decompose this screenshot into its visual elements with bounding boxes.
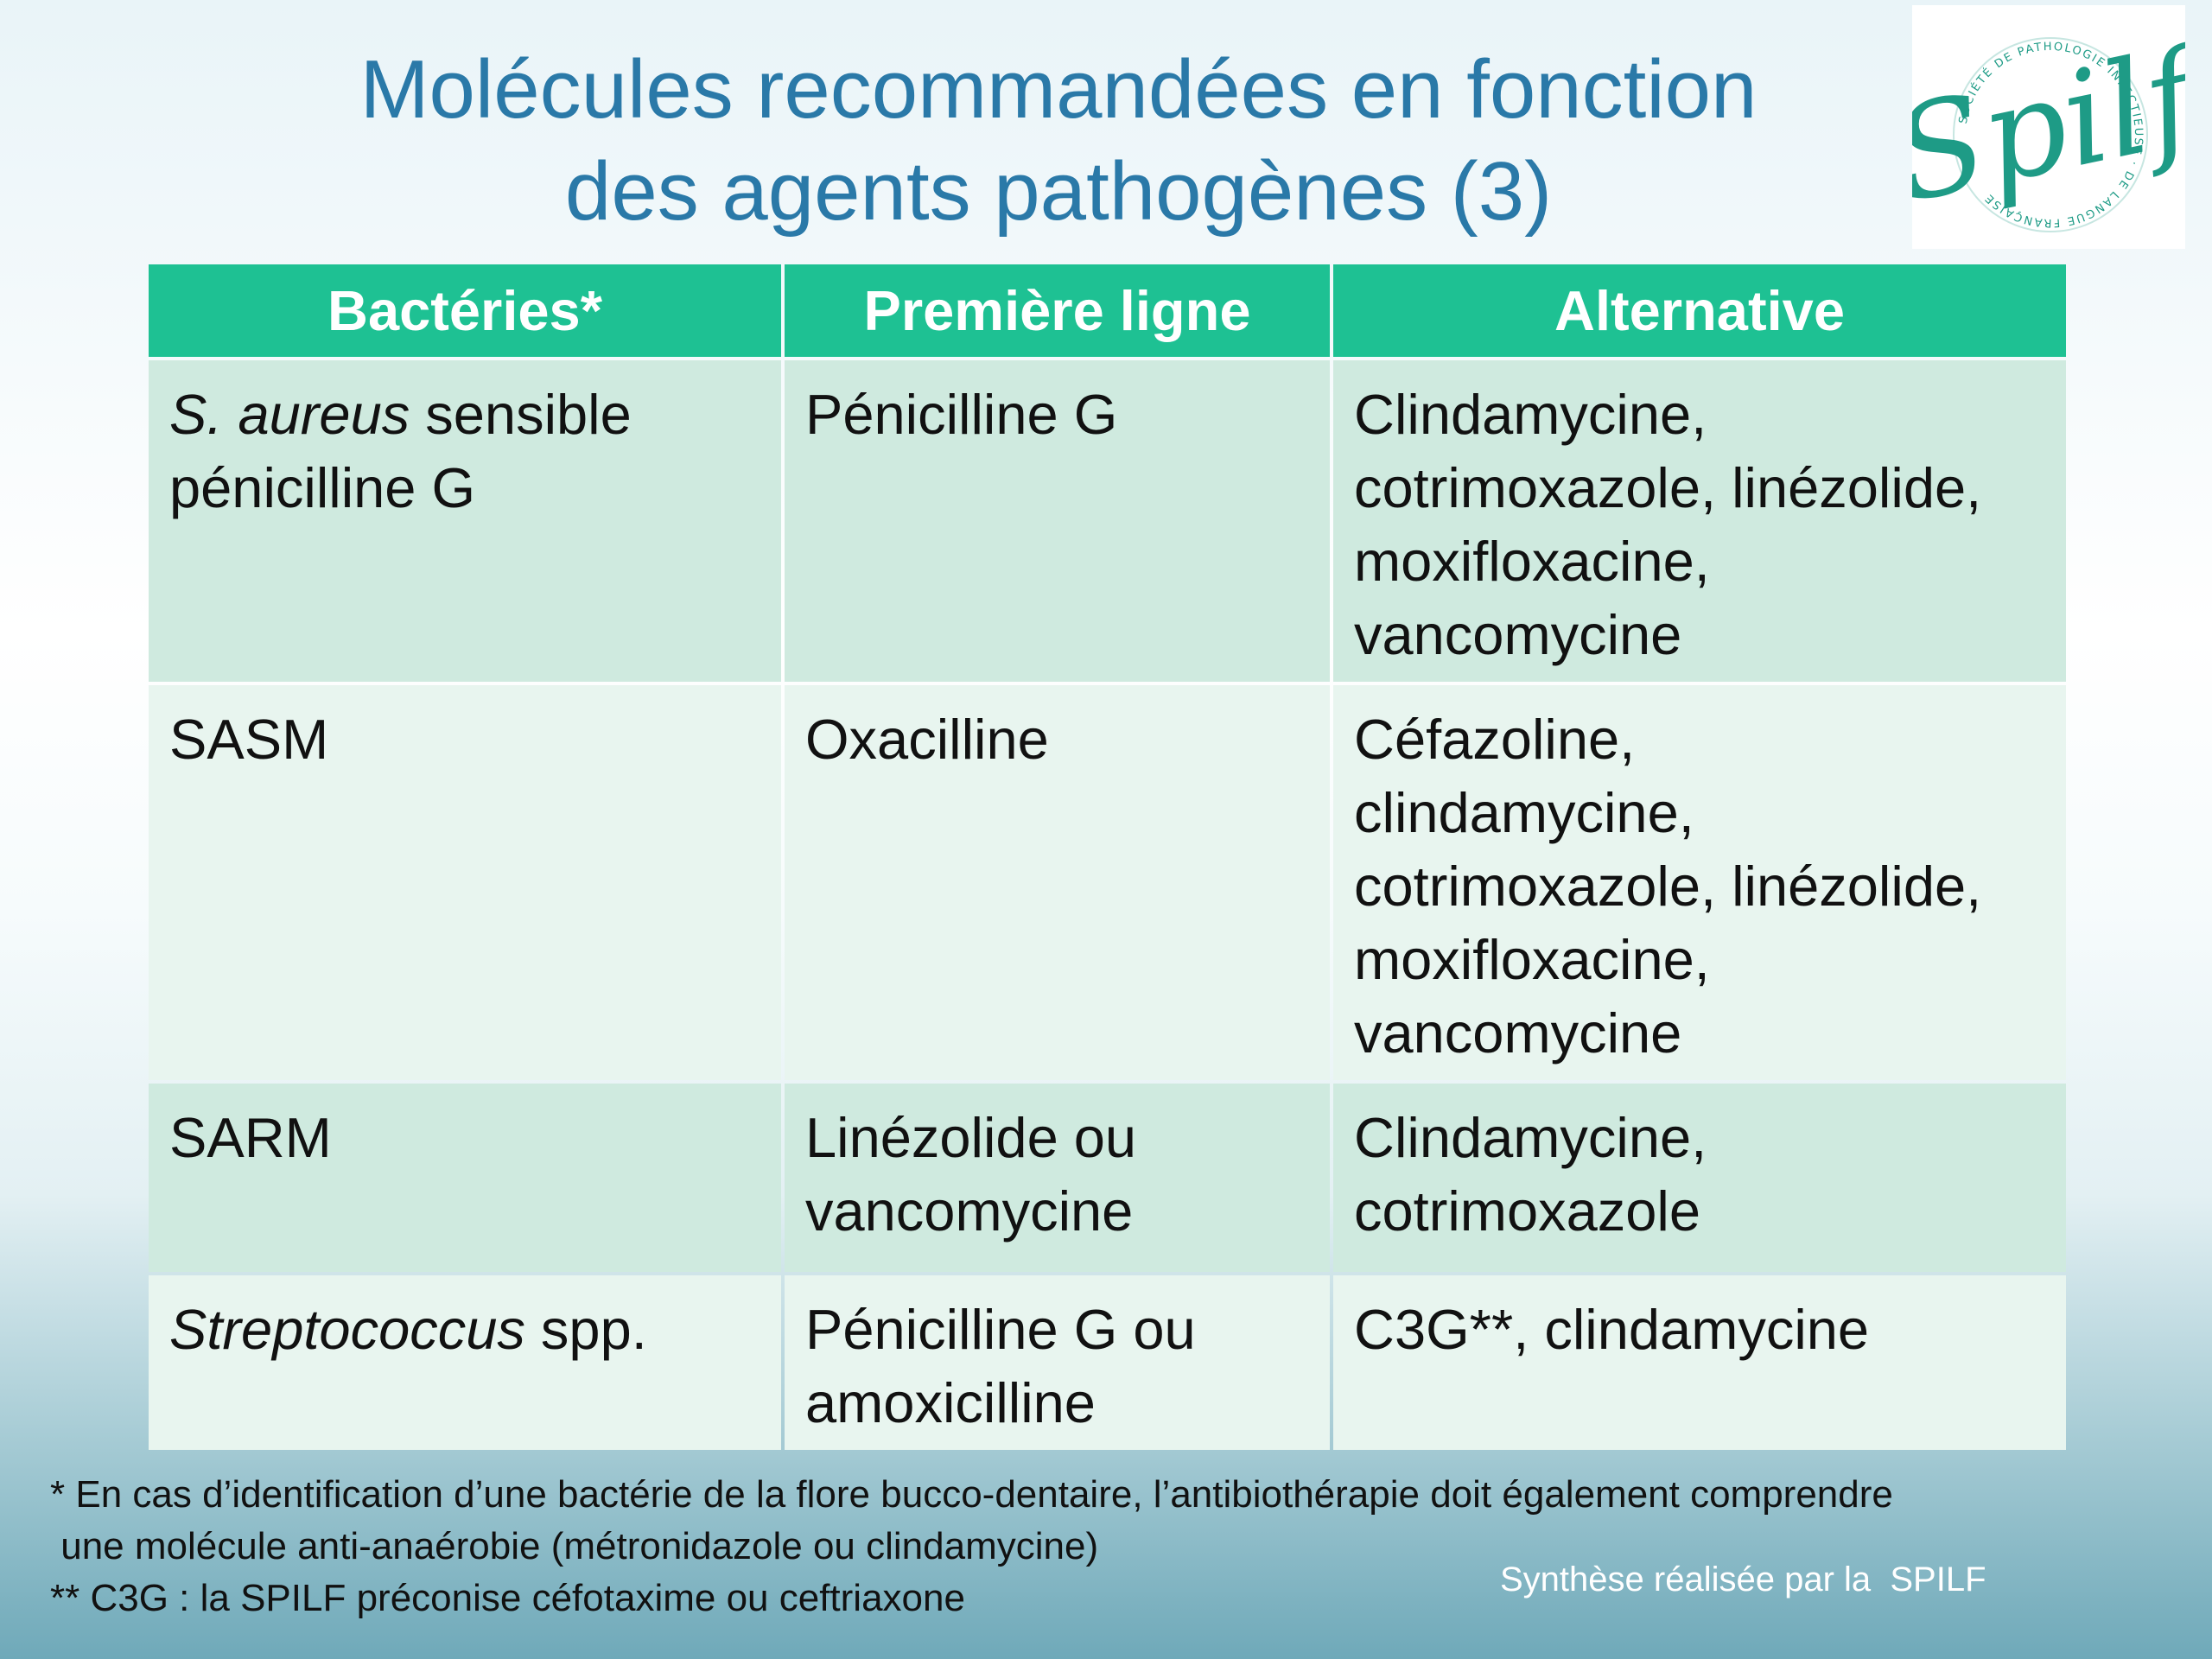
bacteria-italic: Streptococcus <box>169 1298 525 1361</box>
table-row <box>149 1275 2066 1450</box>
first-line-text: Pénicilline G ou <box>805 1298 1196 1361</box>
cell-first-line <box>785 685 1330 1080</box>
alternative-line: moxifloxacine, <box>1354 928 1710 991</box>
alternative-line: Clindamycine, <box>1354 383 1707 446</box>
alternative-line: cotrimoxazole, linézolide, <box>1354 855 1982 918</box>
alternative-line: vancomycine <box>1354 603 1682 666</box>
cell-bacteria <box>149 1084 781 1272</box>
cell-alternative <box>1333 1275 2066 1450</box>
cell-bacteria <box>149 685 781 1080</box>
footnote-2: ** C3G : la SPILF préconise céfotaxime ou ceftriaxone <box>50 1577 965 1619</box>
alternative-line: Clindamycine, <box>1354 1106 1707 1169</box>
cell-bacteria <box>149 360 781 682</box>
cell-first-line <box>785 360 1330 682</box>
pathogen-molecule-table <box>145 261 2069 1453</box>
bacteria-text: SASM <box>169 708 329 771</box>
svg-text:Spilf: Spilf <box>1912 22 2185 232</box>
alternative-line: Céfazoline, <box>1354 708 1636 771</box>
alternative-line: cotrimoxazole <box>1354 1179 1700 1243</box>
footnote-1: * En cas d’identification d’une bactérie de la flore bucco-dentaire, l’antibiothérapie doit également comprendre <box>50 1473 1893 1516</box>
header-alternative: Alternative <box>1333 264 2066 357</box>
footnote-1-cont: une molécule anti-anaérobie (métronidazole ou clindamycine) <box>50 1525 1099 1567</box>
credit-text: Synthèse réalisée par la SPILF <box>1500 1560 1986 1599</box>
first-line-text: Oxacilline <box>805 708 1049 771</box>
first-line-text: Linézolide ou <box>805 1106 1137 1169</box>
cell-bacteria <box>149 1275 781 1450</box>
bacteria-text: SARM <box>169 1106 332 1169</box>
cell-alternative <box>1333 685 2066 1080</box>
header-bacteria: Bactéries* <box>149 264 781 357</box>
cell-alternative <box>1333 1084 2066 1272</box>
alternative-line: clindamycine, <box>1354 781 1694 844</box>
table-row <box>149 685 2066 1080</box>
footnotes <box>50 1469 1893 1624</box>
cell-alternative <box>1333 360 2066 682</box>
slide-title-line-2: des agents pathogènes (3) <box>564 145 1553 238</box>
svg-text:SOCIÉTÉ DE PATHOLOGIE INFECTIE: SOCIÉTÉ DE PATHOLOGIE INFECTIEUSE · DE LANGUE FRANÇAISE <box>1956 40 2145 230</box>
table-header-row <box>149 264 2066 357</box>
cell-first-line <box>785 1084 1330 1272</box>
alternative-line: cotrimoxazole, linézolide, <box>1354 456 1982 519</box>
header-first-line: Première ligne <box>785 264 1330 357</box>
cell-first-line <box>785 1275 1330 1450</box>
alternative-line: moxifloxacine, <box>1354 530 1710 593</box>
table-row <box>149 1084 2066 1272</box>
spilf-logo <box>1912 5 2185 249</box>
bacteria-rest: spp. <box>524 1298 647 1361</box>
alternative-line: vancomycine <box>1354 1001 1682 1065</box>
bacteria-italic: S. aureus <box>169 383 410 446</box>
first-line-text: vancomycine <box>805 1179 1134 1243</box>
slide-title <box>147 39 1970 243</box>
alternative-line: C3G**, clindamycine <box>1354 1298 1870 1361</box>
first-line-text: Pénicilline G <box>805 383 1118 446</box>
slide-title-line-1: Molécules recommandées en fonction <box>359 43 1758 136</box>
spilf-logo-graphic <box>1912 5 2185 249</box>
table-row <box>149 360 2066 682</box>
bacteria-line-2: pénicilline G <box>169 456 476 519</box>
first-line-text: amoxicilline <box>805 1371 1096 1434</box>
bacteria-rest: sensible <box>410 383 632 446</box>
